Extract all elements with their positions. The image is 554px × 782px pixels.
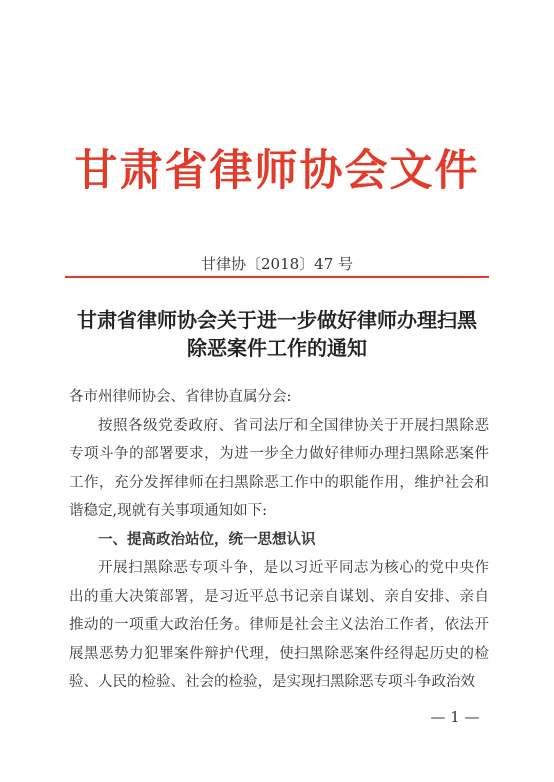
- salutation: 各市州律师协会、省律协直属分会:: [69, 389, 292, 405]
- page-number: — 1 —: [430, 708, 480, 726]
- document-title: [60, 306, 494, 362]
- paragraph-intro: 按照各级党委政府、省司法厅和全国律协关于开展扫黑除恶专项斗争的部署要求，为进一步全力做好律师办理扫黑除恶案件工作，充分发挥律师在扫黑除恶工作中的职能作用，维护社会和谐稳定,现就有关事项通知如下:: [69, 417, 489, 519]
- red-divider-line: [65, 276, 489, 278]
- document-title-line-1: 甘肃省律师协会关于进一步做好律师办理扫黑: [77, 308, 477, 332]
- document-title-line-2: 除恶案件工作的通知: [187, 336, 367, 360]
- document-number: 甘律协〔2018〕47 号: [200, 255, 354, 273]
- section-heading-1: 一、提高政治站位，统一思想认识: [98, 531, 316, 548]
- org-header-title: 甘肃省律师协会文件: [74, 146, 480, 196]
- document-body: [69, 383, 489, 697]
- paragraph-section-1: 开展扫黑除恶专项斗争，是以习近平同志为核心的党中央作出的重大决策部署，是习近平总书记亲自谋划、亲自安排、亲自推动的一项重大政治任务。律师是社会主义法治工作者，依法开展黑恶势力犯罪案件辩护代理，使扫黑除恶案件经得起历史的检验、人民的检验、社会的检验，是实现扫黑除恶专项斗争政治效: [69, 560, 489, 690]
